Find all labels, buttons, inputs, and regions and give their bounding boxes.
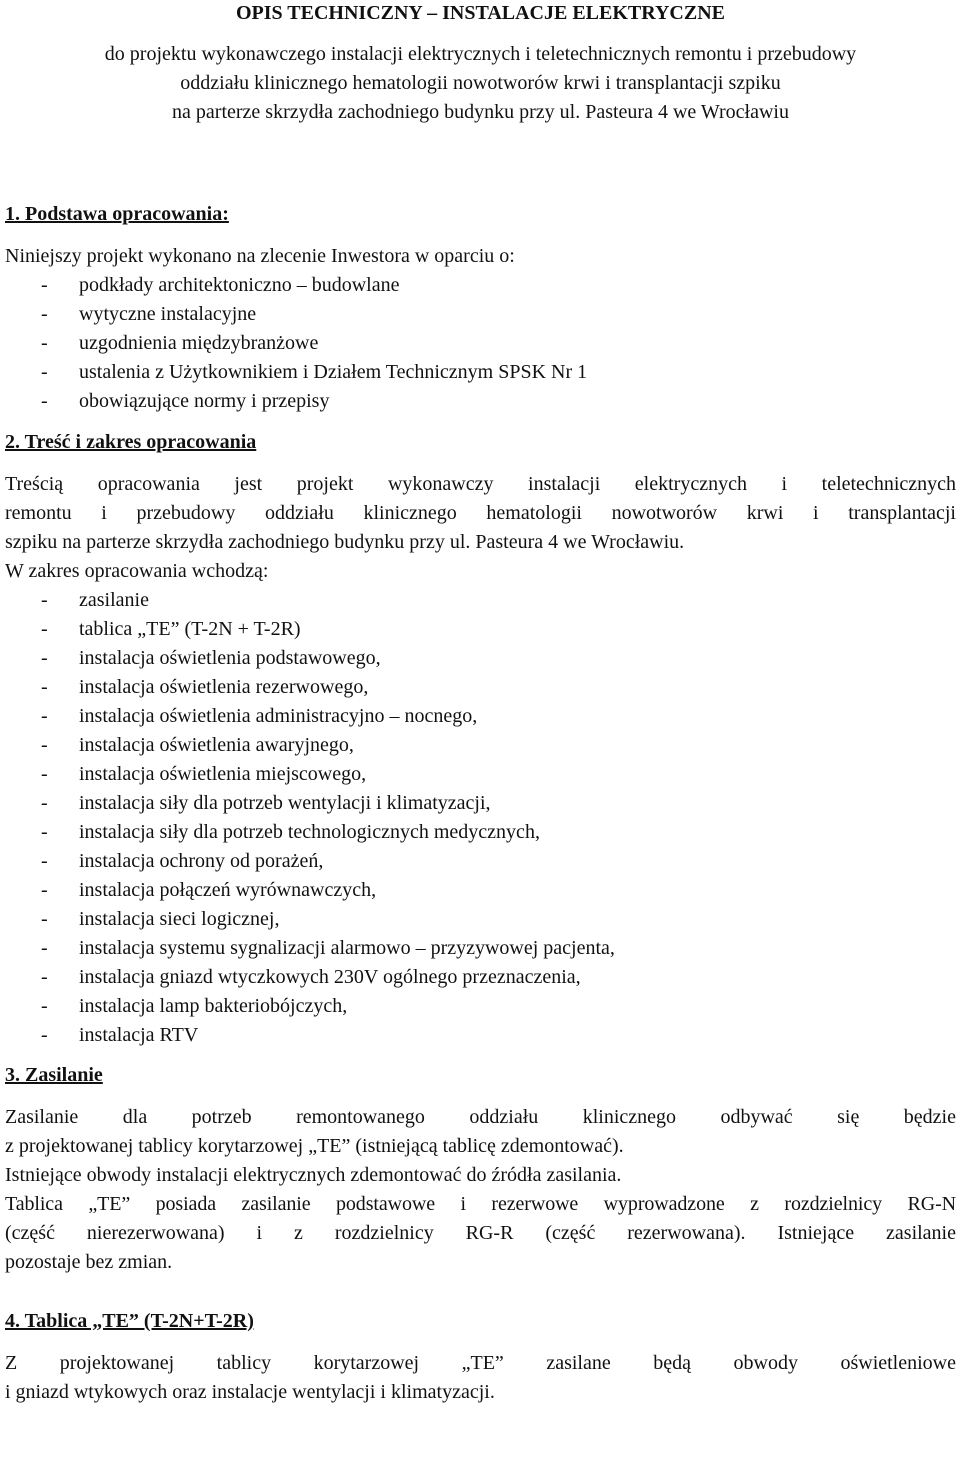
dash-bullet: -: [41, 908, 48, 930]
dash-bullet: -: [41, 705, 48, 727]
list-item: [5, 992, 956, 1021]
section-4-paragraph: [5, 1349, 956, 1407]
list-item-text: zasilanie: [79, 589, 149, 611]
document-title: OPIS TECHNICZNY – INSTALACJE ELEKTRYCZNE: [235, 2, 726, 24]
dash-bullet: -: [41, 361, 48, 383]
paragraph-line: z projektowanej tablicy korytarzowej „TE” (istniejącą tablicę zdemontować).: [5, 1135, 624, 1157]
list-item: [5, 702, 956, 731]
dash-bullet: -: [41, 589, 48, 611]
dash-bullet: -: [41, 792, 48, 814]
section-3-paragraph-2: Istniejące obwody instalacji elektrycznych zdemontować do źródła zasilania.: [5, 1164, 622, 1186]
paragraph-line: Z projektowanej tablicy korytarzowej „TE” zasilane będą obwody oświetleniowe: [5, 1352, 956, 1374]
dash-bullet: -: [41, 390, 48, 412]
list-item-text: wytyczne instalacyjne: [79, 303, 257, 325]
list-item: [5, 760, 956, 789]
paragraph-line: Treścią opracowania jest projekt wykonawczy instalacji elektrycznych i teletechnicznych: [5, 473, 956, 495]
paragraph-line: (część nierezerwowana) i z rozdzielnicy RG-R (część rezerwowana). Istniejące zasilanie: [5, 1222, 956, 1244]
paragraph-line: Tablica „TE” posiada zasilanie podstawowe i rezerwowe wyprowadzone z rozdzielnicy RG-N: [5, 1193, 956, 1215]
document-subtitle: [5, 40, 956, 127]
list-item: [5, 731, 956, 760]
dash-bullet: -: [41, 676, 48, 698]
list-item: [5, 789, 956, 818]
subtitle-line: na parterze skrzydła zachodniego budynku przy ul. Pasteura 4 we Wrocławiu: [172, 101, 789, 123]
subtitle-line: do projektu wykonawczego instalacji elektrycznych i teletechnicznych remontu i przebudowy: [104, 43, 857, 65]
list-item: [5, 387, 956, 416]
list-item: [5, 847, 956, 876]
list-item-text: instalacja ochrony od porażeń,: [79, 850, 324, 872]
dash-bullet: -: [41, 995, 48, 1017]
list-item: [5, 615, 956, 644]
dash-bullet: -: [41, 821, 48, 843]
dash-bullet: -: [41, 966, 48, 988]
list-item-text: instalacja oświetlenia rezerwowego,: [79, 676, 369, 698]
dash-bullet: -: [41, 618, 48, 640]
dash-bullet: -: [41, 647, 48, 669]
list-item: [5, 876, 956, 905]
list-item: [5, 673, 956, 702]
section-1-heading: 1. Podstawa opracowania:: [5, 203, 229, 225]
list-item-text: obowiązujące normy i przepisy: [79, 390, 330, 412]
list-item-text: instalacja oświetlenia miejscowego,: [79, 763, 367, 785]
list-item-text: instalacja systemu sygnalizacji alarmowo – przyzywowej pacjenta,: [79, 937, 615, 959]
list-item-text: ustalenia z Użytkownikiem i Działem Technicznym SPSK Nr 1: [79, 361, 588, 383]
subtitle-line: oddziału klinicznego hematologii nowotworów krwi i transplantacji szpiku: [180, 72, 781, 94]
list-item-text: instalacja oświetlenia awaryjnego,: [79, 734, 354, 756]
dash-bullet: -: [41, 763, 48, 785]
dash-bullet: -: [41, 274, 48, 296]
paragraph-line: i gniazd wtykowych oraz instalacje wentylacji i klimatyzacji.: [5, 1381, 495, 1403]
dash-bullet: -: [41, 734, 48, 756]
dash-bullet: -: [41, 850, 48, 872]
list-item: [5, 905, 956, 934]
list-item-text: instalacja oświetlenia podstawowego,: [79, 647, 381, 669]
section-3-paragraph-1: [5, 1103, 956, 1161]
list-item: [5, 271, 956, 300]
list-item-text: instalacja oświetlenia administracyjno – nocnego,: [79, 705, 478, 727]
list-item: [5, 358, 956, 387]
list-item-text: instalacja siły dla potrzeb technologicznych medycznych,: [79, 821, 540, 843]
list-item: [5, 818, 956, 847]
list-item-text: instalacja lamp bakteriobójczych,: [79, 995, 348, 1017]
list-item-text: podkłady architektoniczno – budowlane: [79, 274, 400, 296]
paragraph-line: pozostaje bez zmian.: [5, 1251, 173, 1273]
paragraph-line: Zasilanie dla potrzeb remontowanego oddziału klinicznego odbywać się będzie: [5, 1106, 956, 1128]
paragraph-line: remontu i przebudowy oddziału klinicznego hematologii nowotworów krwi i transplantacji: [5, 502, 956, 524]
list-item-text: instalacja połączeń wyrównawczych,: [79, 879, 377, 901]
list-item: [5, 963, 956, 992]
list-item: [5, 644, 956, 673]
list-item-text: uzgodnienia międzybranżowe: [79, 332, 319, 354]
dash-bullet: -: [41, 937, 48, 959]
section-2-list: [5, 586, 956, 1050]
list-item: [5, 1021, 956, 1050]
section-3-heading: 3. Zasilanie: [5, 1064, 103, 1086]
list-item: [5, 329, 956, 358]
list-item-text: instalacja siły dla potrzeb wentylacji i klimatyzacji,: [79, 792, 491, 814]
list-item-text: instalacja RTV: [79, 1024, 199, 1046]
dash-bullet: -: [41, 1024, 48, 1046]
section-2-heading: 2. Treść i zakres opracowania: [5, 431, 257, 453]
list-item: [5, 934, 956, 963]
section-2-paragraph: [5, 470, 956, 557]
list-item-text: instalacja gniazd wtyczkowych 230V ogólnego przeznaczenia,: [79, 966, 581, 988]
section-1-list: [5, 271, 956, 416]
section-2-scope-intro: W zakres opracowania wchodzą:: [5, 560, 269, 582]
paragraph-line: szpiku na parterze skrzydła zachodniego budynku przy ul. Pasteura 4 we Wrocławiu.: [5, 531, 685, 553]
dash-bullet: -: [41, 303, 48, 325]
list-item-text: tablica „TE” (T-2N + T-2R): [79, 618, 301, 640]
list-item: [5, 300, 956, 329]
dash-bullet: -: [41, 332, 48, 354]
dash-bullet: -: [41, 879, 48, 901]
list-item: [5, 586, 956, 615]
section-3-paragraph-3: [5, 1190, 956, 1277]
list-item-text: instalacja sieci logicznej,: [79, 908, 280, 930]
section-1-intro: Niniejszy projekt wykonano na zlecenie Inwestora w oparciu o:: [5, 245, 515, 267]
section-4-heading: 4. Tablica „TE” (T-2N+T-2R): [5, 1310, 254, 1332]
